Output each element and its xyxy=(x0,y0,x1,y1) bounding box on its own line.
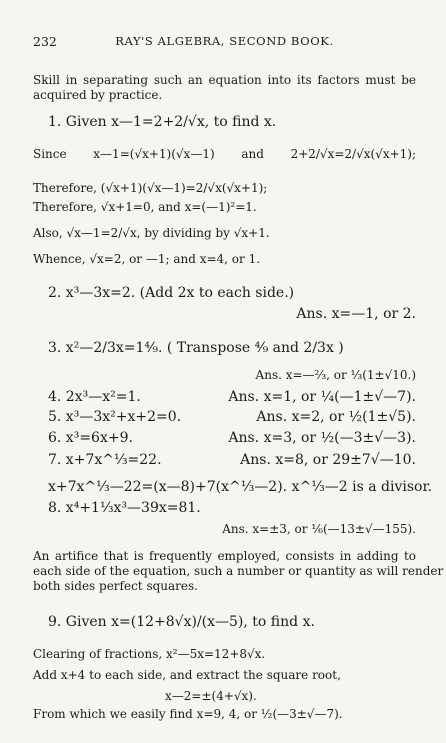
text-line xyxy=(33,668,416,683)
text-line xyxy=(33,549,416,564)
text-line xyxy=(33,647,416,662)
text-line xyxy=(48,452,416,469)
line-text: 4. 2x³—x²=1. xyxy=(48,389,141,405)
running-title: RAY'S ALGEBRA, SECOND BOOK. xyxy=(115,34,334,48)
text-line xyxy=(33,306,416,323)
text-line xyxy=(33,252,416,267)
text-line xyxy=(48,409,416,426)
text-line xyxy=(33,88,416,103)
line-text: Therefore, (√x+1)(√x—1)=2/√x(√x+1); xyxy=(33,181,268,195)
text-line xyxy=(33,579,416,594)
line-text: x+7x^⅓—22=(x—8)+7(x^⅓—2). x^⅓—2 is a divisor. xyxy=(48,479,433,495)
line-text: 9. Given x=(12+8√x)/(x—5), to find x. xyxy=(48,614,315,630)
text-line xyxy=(33,368,416,383)
line-text: acquired by practice. xyxy=(33,88,163,102)
text-line xyxy=(165,689,416,704)
line-text: 6. x³=6x+9. xyxy=(48,430,133,446)
line-text: 5. x³—3x²+x+2=0. xyxy=(48,409,182,425)
text-line xyxy=(33,73,416,88)
answer-text: Ans. x=1, or ¼(—1±√—7). xyxy=(228,389,416,405)
line-text: Clearing of fractions, x²—5x=12+8√x. xyxy=(33,647,266,661)
answer-text: Ans. x=2, or ½(1±√5). xyxy=(256,409,416,425)
line-text: both sides perfect squares. xyxy=(33,579,198,593)
line-text: 3. x²—2/3x=1⁴⁄₉. ( Transpose ⁴⁄₉ and 2/3x ) xyxy=(48,340,344,356)
text-line xyxy=(33,200,416,215)
text-line xyxy=(48,114,416,131)
line-text: 8. x⁴+1⅓x³—39x=81. xyxy=(48,500,201,516)
text-line xyxy=(33,181,416,196)
text-line xyxy=(48,285,416,302)
line-text: each side of the equation, such a number or quantity as will render xyxy=(33,564,444,578)
line-text: From which we easily find x=9, 4, or ½(—3±√—7). xyxy=(33,707,343,721)
line-text: 1. Given x—1=2+2/√x, to find x. xyxy=(48,114,277,130)
text-line xyxy=(33,226,416,241)
line-text: Skill in separating such an equation into its factors must be xyxy=(33,73,416,87)
answer-text: Ans. x=3, or ½(—3±√—3). xyxy=(228,430,416,446)
line-text: 2. x³—3x=2. (Add 2x to each side.) xyxy=(48,285,295,301)
line-text: Also, √x—1=2/√x, by dividing by √x+1. xyxy=(33,226,270,240)
line-text: Since x—1=(√x+1)(√x—1) and 2+2/√x=2/√x(√x+1); xyxy=(33,147,416,161)
line-text: Ans. x=—²⁄₃, or ⅓(1±√10.) xyxy=(255,368,416,382)
text-line xyxy=(48,389,416,406)
text-line xyxy=(33,147,416,162)
text-line xyxy=(48,479,433,496)
line-text: An artifice that is frequently employed, consists in adding to xyxy=(33,549,416,563)
page-number: 232 xyxy=(33,34,57,49)
text-line xyxy=(48,614,416,631)
line-text: Add x+4 to each side, and extract the square root, xyxy=(33,668,341,682)
line-text: x—2=±(4+√x). xyxy=(165,689,257,703)
line-text: Therefore, √x+1=0, and x=(—1)²=1. xyxy=(33,200,257,214)
answer-text: Ans. x=8, or 29±7√—10. xyxy=(240,452,416,468)
text-line xyxy=(48,500,416,517)
text-line xyxy=(48,340,416,357)
line-text: Whence, √x=2, or —1; and x=4, or 1. xyxy=(33,252,261,266)
text-line xyxy=(48,430,416,447)
line-text: Ans. x=—1, or 2. xyxy=(296,306,416,322)
text-line xyxy=(33,522,416,537)
text-line xyxy=(33,707,416,722)
line-text: Ans. x=±3, or ⅙(—13±√—155). xyxy=(222,522,416,536)
line-text: 7. x+7x^⅓=22. xyxy=(48,452,162,468)
text-line xyxy=(33,564,444,579)
page-header xyxy=(33,34,416,48)
